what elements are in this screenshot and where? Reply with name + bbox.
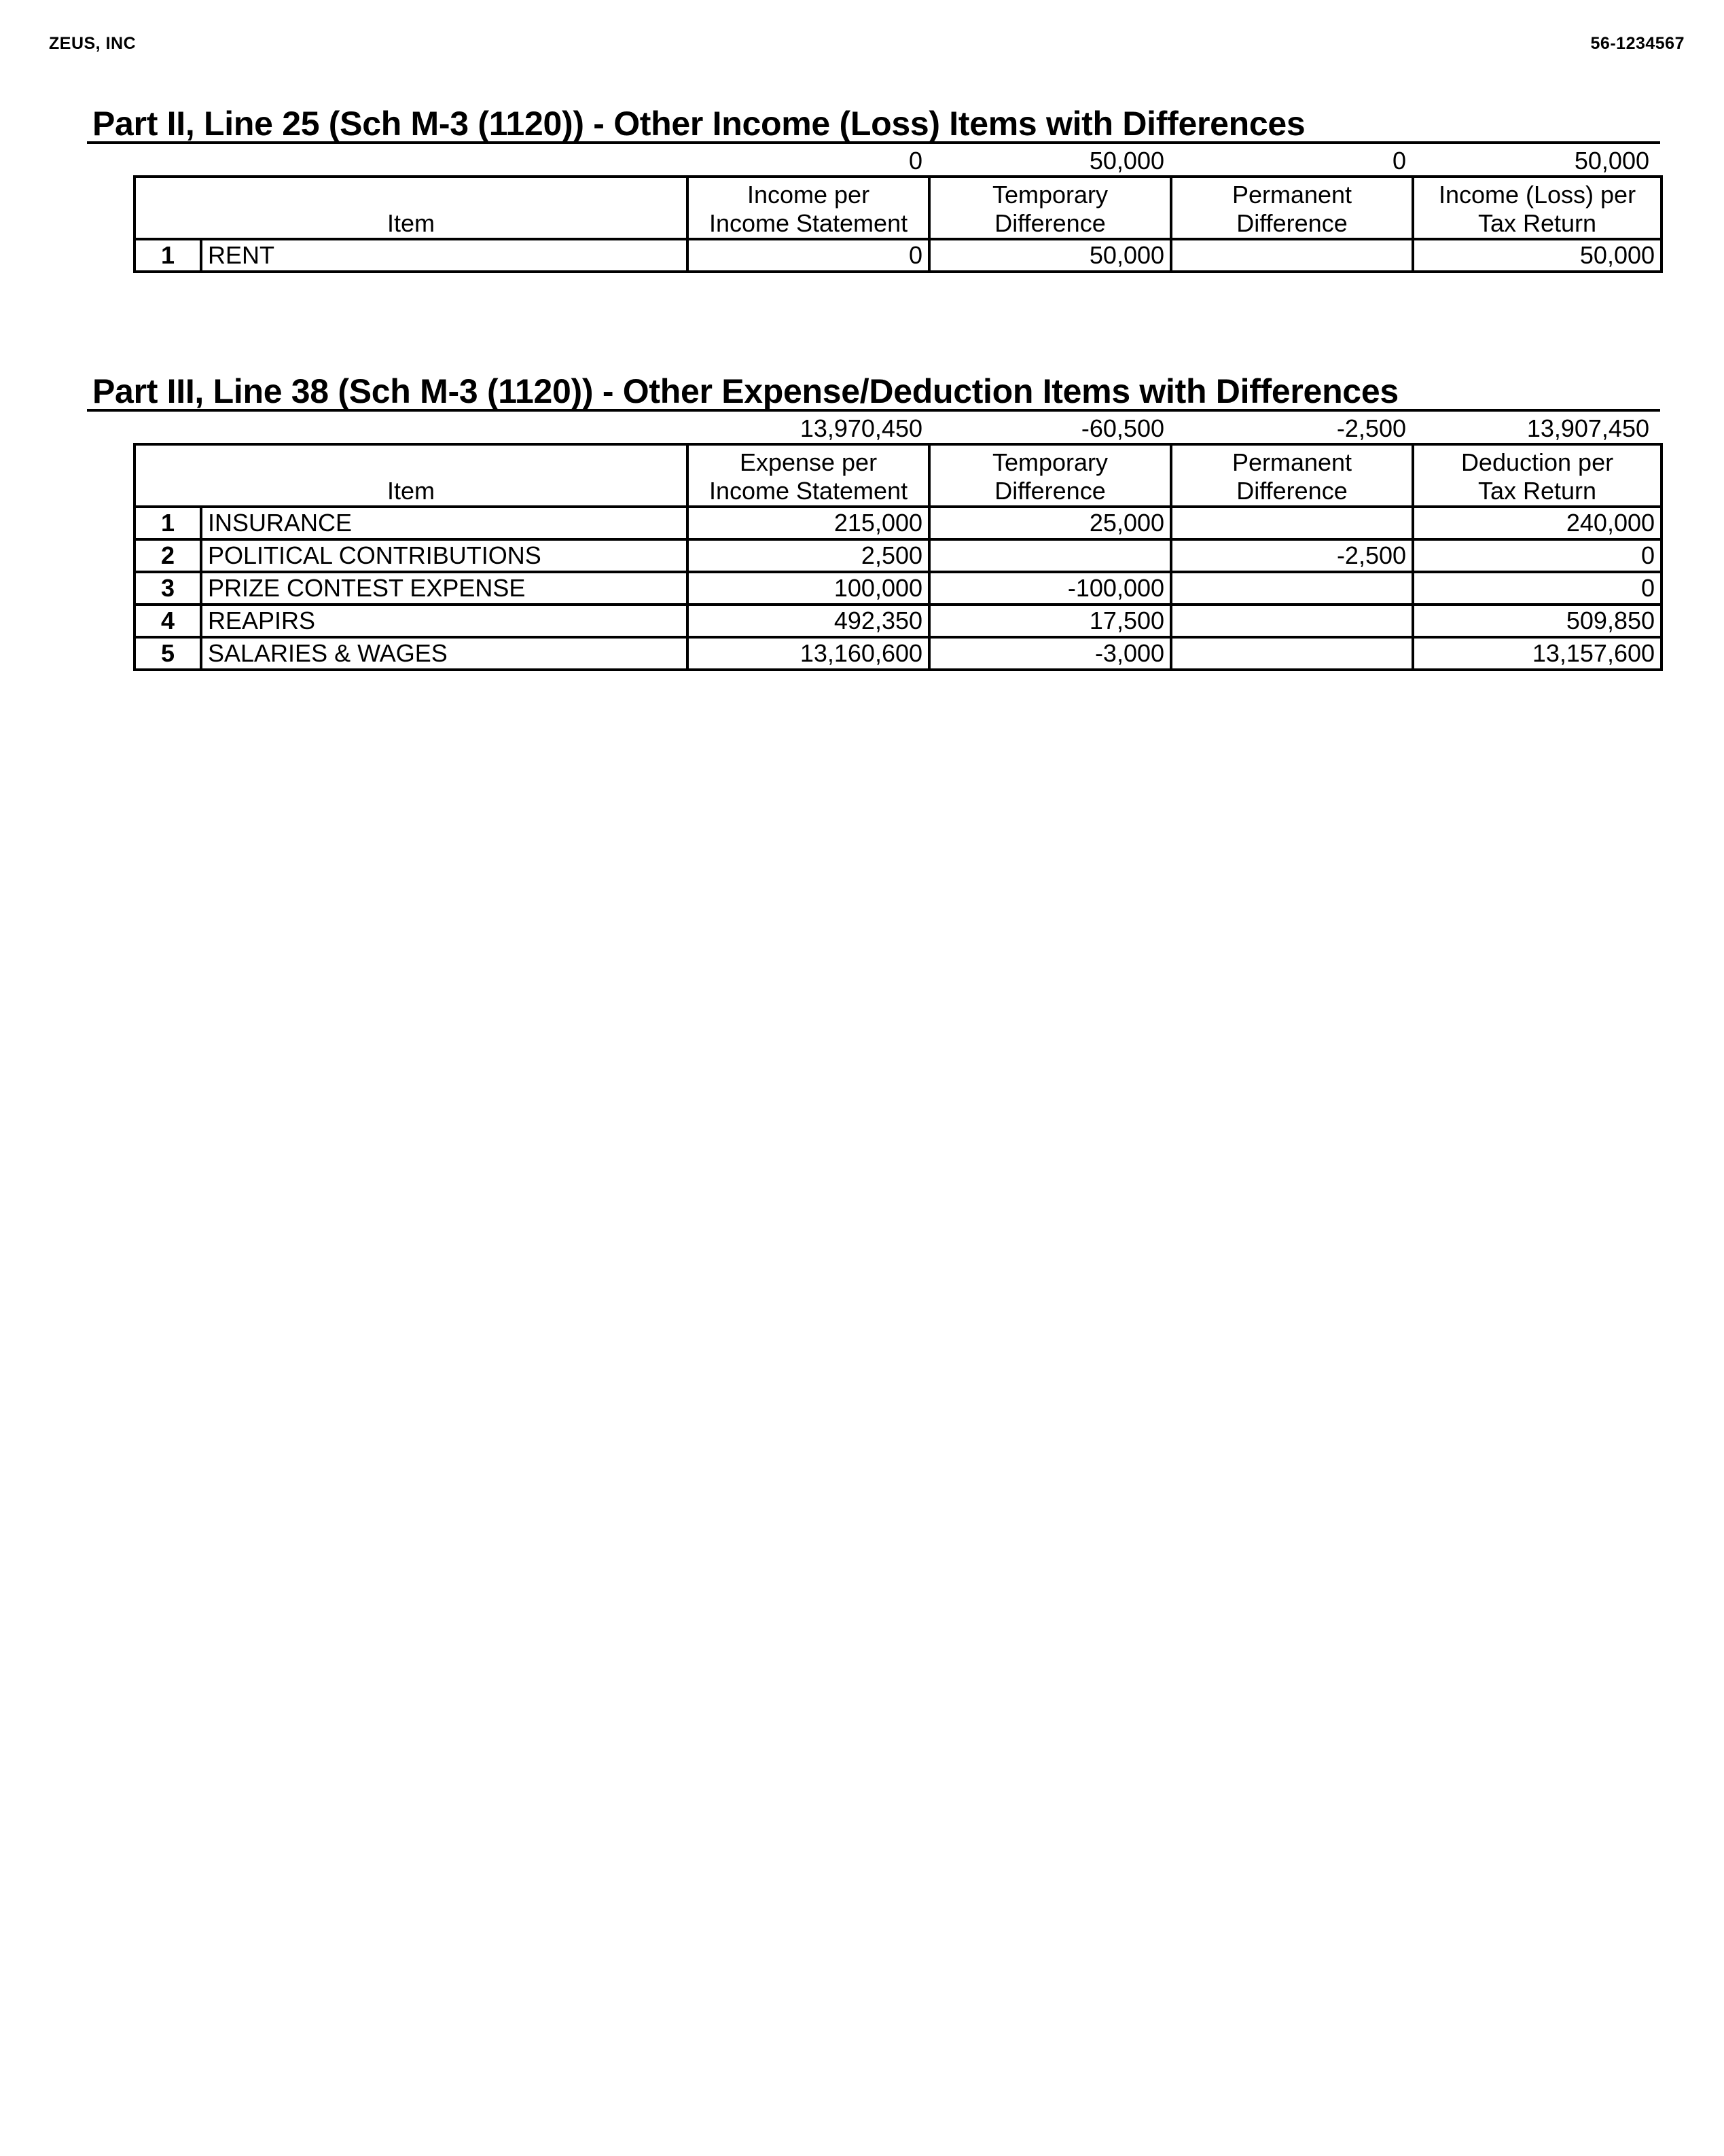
row-number: 2	[134, 539, 201, 572]
part2-section	[87, 103, 1660, 273]
part2-col-tax-return: Income (Loss) per Tax Return	[1413, 177, 1662, 239]
part3-title: Part III, Line 38 (Sch M-3 (1120)) - Other Expense/Deduction Items with Differences	[87, 371, 1660, 412]
part2-item-header: Item	[134, 177, 687, 239]
row-number: 1	[134, 239, 201, 272]
part2-col-income-statement: Income per Income Statement	[687, 177, 929, 239]
part2-totals	[133, 144, 1660, 175]
row-permanent	[1171, 239, 1413, 272]
row-permanent	[1171, 605, 1413, 637]
row-tax-return: 509,850	[1413, 605, 1662, 637]
row-number: 4	[134, 605, 201, 637]
part3-total-temporary: -60,500	[1081, 414, 1164, 442]
row-item: RENT	[201, 239, 687, 272]
part2-title: Part II, Line 25 (Sch M-3 (1120)) - Other Income (Loss) Items with Differences	[87, 103, 1660, 144]
part2-total-tax-return: 50,000	[1574, 147, 1649, 175]
row-number: 3	[134, 572, 201, 605]
part3-col-temporary: Temporary Difference	[929, 444, 1171, 507]
part3-total-tax-return: 13,907,450	[1526, 414, 1649, 442]
part2-table	[133, 175, 1663, 273]
row-item: INSURANCE	[201, 507, 687, 539]
row-temporary: -100,000	[929, 572, 1171, 605]
part2-col-permanent: Permanent Difference	[1171, 177, 1413, 239]
row-expense-statement: 492,350	[687, 605, 929, 637]
row-expense-statement: 100,000	[687, 572, 929, 605]
row-item: POLITICAL CONTRIBUTIONS	[201, 539, 687, 572]
table-row	[134, 507, 1662, 539]
row-number: 1	[134, 507, 201, 539]
part2-total-temporary: 50,000	[1089, 147, 1164, 175]
ein-number: 56-1234567	[1590, 34, 1685, 53]
row-tax-return: 50,000	[1413, 239, 1662, 272]
row-item: REAPIRS	[201, 605, 687, 637]
part3-table	[133, 443, 1663, 671]
row-item: PRIZE CONTEST EXPENSE	[201, 572, 687, 605]
part3-col-permanent: Permanent Difference	[1171, 444, 1413, 507]
row-number: 5	[134, 637, 201, 670]
part3-col-expense-statement: Expense per Income Statement	[687, 444, 929, 507]
part3-section	[87, 371, 1660, 671]
part3-total-income-statement: 13,970,450	[800, 414, 922, 442]
row-temporary: -3,000	[929, 637, 1171, 670]
part3-item-header: Item	[134, 444, 687, 507]
part3-total-permanent: -2,500	[1336, 414, 1406, 442]
part2-col-temporary: Temporary Difference	[929, 177, 1171, 239]
part3-totals	[133, 412, 1660, 443]
row-permanent: -2,500	[1171, 539, 1413, 572]
row-expense-statement: 13,160,600	[687, 637, 929, 670]
row-expense-statement: 2,500	[687, 539, 929, 572]
row-tax-return: 0	[1413, 539, 1662, 572]
row-income-statement: 0	[687, 239, 929, 272]
row-tax-return: 0	[1413, 572, 1662, 605]
part2-header-row	[134, 177, 1662, 239]
table-row	[134, 539, 1662, 572]
row-tax-return: 13,157,600	[1413, 637, 1662, 670]
row-temporary	[929, 539, 1171, 572]
row-temporary: 25,000	[929, 507, 1171, 539]
part2-total-income-statement: 0	[908, 147, 922, 175]
company-name: ZEUS, INC	[49, 34, 137, 53]
row-temporary: 50,000	[929, 239, 1171, 272]
row-temporary: 17,500	[929, 605, 1171, 637]
table-row	[134, 572, 1662, 605]
row-permanent	[1171, 637, 1413, 670]
table-row	[134, 605, 1662, 637]
part3-header-row	[134, 444, 1662, 507]
part2-total-permanent: 0	[1392, 147, 1406, 175]
part3-col-deduction-tax-return: Deduction per Tax Return	[1413, 444, 1662, 507]
table-row	[134, 239, 1662, 272]
row-permanent	[1171, 572, 1413, 605]
row-tax-return: 240,000	[1413, 507, 1662, 539]
row-expense-statement: 215,000	[687, 507, 929, 539]
table-row	[134, 637, 1662, 670]
row-permanent	[1171, 507, 1413, 539]
row-item: SALARIES & WAGES	[201, 637, 687, 670]
